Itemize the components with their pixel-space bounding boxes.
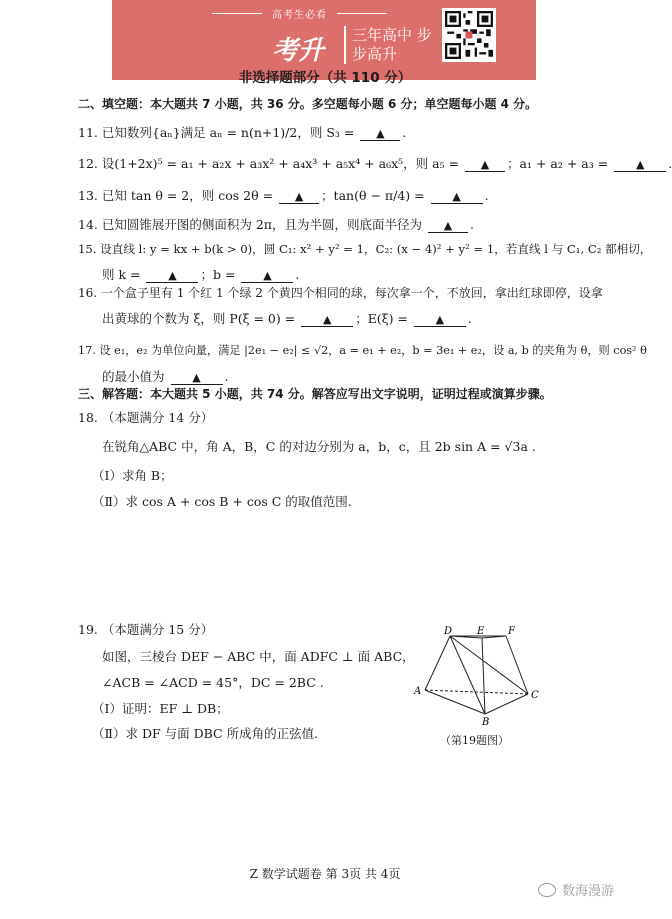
watermark-text: 数海漫游 [562,884,615,899]
question-16-cont [102,309,610,327]
banner-slogan: 三年高中 步步高升 [344,26,442,64]
label-B: B [482,717,490,728]
q15-cont: 则 k = [102,267,141,282]
q18-part-1: （Ⅰ）求角 B； [92,468,173,483]
q19-score: （本题满分 15 分） [101,622,214,637]
q13-text: 已知 tan θ = 2，则 cos 2θ = [101,188,274,203]
banner-logo: 考升 [272,36,325,66]
q15-number: 15. [78,242,97,256]
q15-answer-blank-1[interactable]: ▲ [146,270,198,283]
figure-caption: （第19题图） [440,734,509,747]
q16-number: 16. [78,286,98,300]
question-15 [78,241,652,257]
q12-text: 设(1+2x)⁵ = a₁ + a₂x + a₃x² + a₄x³ + a₅x⁴ + a₆x⁵，则 a₅ = [101,156,460,171]
q19-number: 19. [78,622,98,637]
q18-number: 18. [78,410,98,425]
q19-figure [410,626,560,726]
label-C: C [531,690,539,701]
q18-stem: 在锐角△ABC 中，角 A，B，C 的对边分别为 a，b，c，且 2b sin A = √3a . [102,439,536,454]
q13-number: 13. [78,188,98,203]
q17-cont: 的最小值为 [102,369,165,384]
q16-end: . [467,311,472,326]
q12-answer-blank-2[interactable]: ▲ [614,159,666,172]
label-F: F [508,626,515,637]
q14-answer-blank[interactable]: ▲ [428,220,468,233]
q19-part-1: （Ⅰ）证明：EF ⊥ DB； [92,701,229,716]
q15-mid: ；b = [200,267,236,282]
q17-text: 设 e₁，e₂ 为单位向量，满足 |2e₁ − e₂| ≤ √2，a = e₁ + e₂，b = 3e₁ + e₂，设 a, b 的夹角为 θ，则 cos² θ [99,344,647,357]
section-title: 非选择题部分（共 110 分） [238,70,412,86]
question-17-cont [102,367,610,385]
q11-number: 11. [78,125,98,140]
q14-text: 已知圆锥展开图的侧面积为 2π，且为半圆，则底面半径为 [101,217,423,232]
question-11 [78,123,610,141]
q12-answer-blank-1[interactable]: ▲ [465,159,505,172]
q11-answer-blank[interactable]: ▲ [360,128,400,141]
wechat-icon [538,883,556,897]
q19-part-2: （Ⅱ）求 DF 与面 DBC 所成角的正弦值. [92,726,319,741]
question-13 [78,186,610,204]
q16-answer-blank-2[interactable]: ▲ [414,314,466,327]
q11-end: . [402,125,407,140]
q13-end: . [484,188,489,203]
q13-answer-blank-1[interactable]: ▲ [279,191,319,204]
question-12 [78,154,672,172]
q14-number: 14. [78,217,98,232]
q19-stem: 如图，三棱台 DEF − ABC 中，面 ADFC ⊥ 面 ABC， [102,649,415,664]
banner-tag: 高考生必看 [272,6,327,21]
part3-heading: 三、解答题：本大题共 5 小题，共 74 分。解答应写出文字说明，证明过程或演算步骤。 [78,387,552,401]
q16-cont: 出黄球的个数为 ξ，则 P(ξ = 0) = [102,311,296,326]
q17-answer-blank[interactable]: ▲ [171,372,223,385]
label-D: D [444,626,453,637]
q18-score: （本题满分 14 分） [101,410,214,425]
q14-end: . [470,217,474,232]
q19-condition: ∠ACB = ∠ACD = 45°，DC = 2BC . [102,675,324,690]
q17-number: 17. [78,344,96,357]
q16-mid: ；E(ξ) = [355,311,408,326]
question-15-cont [102,265,610,283]
question-17 [78,342,647,358]
q16-text: 一个盒子里有 1 个红 1 个绿 2 个黄四个相同的球，每次拿一个，不放回，拿出红球即停，设拿 [100,286,603,300]
q13-answer-blank-2[interactable]: ▲ [431,191,483,204]
q18-part-2: （Ⅱ）求 cos A + cos B + cos C 的取值范围. [92,494,352,509]
question-18-header [78,408,610,426]
q17-end: . [224,369,229,384]
page-footer: Z 数学试题卷 第 3页 共 4页 [249,867,401,881]
label-E: E [477,626,485,637]
question-14 [78,215,610,233]
watermark [538,880,614,899]
q15-end: . [295,267,300,282]
part2-heading: 二、填空题：本大题共 7 小题，共 36 分。多空题每小题 6 分；单空题每小题 4 分。 [78,97,538,111]
q16-answer-blank-1[interactable]: ▲ [301,314,353,327]
question-16 [78,284,610,301]
q12-end: . [668,156,672,171]
q13-mid: ；tan(θ − π/4) = [321,188,425,203]
q12-mid: ；a₁ + a₂ + a₃ = [507,156,609,171]
q15-text: 设直线 l: y = kx + b(k > 0)，圆 C₁: x² + y² = 1，C₂: (x − 4)² + y² = 1，若直线 l 与 C₁, C₂ 都相切， [100,242,652,256]
qr-code-icon [442,8,496,62]
q11-text: 已知数列{aₙ}满足 aₙ = n(n+1)/2，则 S₃ = [101,125,355,140]
frustum-diagram [410,626,560,726]
q15-answer-blank-2[interactable]: ▲ [241,270,293,283]
label-A: A [414,686,422,697]
q12-number: 12. [78,156,98,171]
